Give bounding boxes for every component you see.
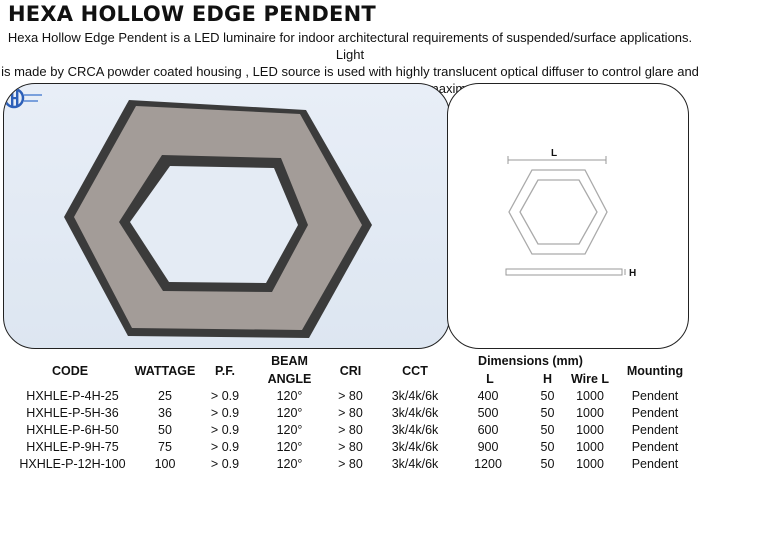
table-row	[0, 457, 768, 474]
hexagon-outer-outline	[509, 170, 607, 254]
cell-l: 400	[477, 389, 499, 403]
header-wattage: WATTAGE	[134, 364, 196, 378]
cell-beam: 120°	[276, 406, 303, 420]
header-cri: CRI	[339, 364, 362, 378]
header-code: CODE	[51, 364, 89, 378]
technical-drawing-panel	[447, 83, 689, 349]
cell-pf: > 0.9	[210, 406, 240, 420]
cell-beam: 120°	[276, 440, 303, 454]
description-line-3: maximum	[427, 81, 485, 96]
cell-cri: > 80	[338, 457, 363, 471]
cell-h: 50	[540, 389, 555, 403]
cell-code: HXHLE-P-5H-36	[26, 406, 119, 420]
cell-h: 50	[540, 423, 555, 437]
hexagon-luminaire-image	[4, 84, 450, 349]
header-l: L	[486, 372, 494, 386]
cell-cct: 3k/4k/6k	[391, 389, 439, 403]
table-row	[0, 406, 768, 423]
cell-wire: 1000	[576, 457, 604, 471]
header-angle: ANGLE	[267, 372, 312, 386]
hexagon-inner-outline	[520, 180, 597, 244]
description-line-2: is made by CRCA powder coated housing , LED source is used with highly translucent optical diffuser to control glare and	[1, 64, 699, 79]
cell-l: 900	[477, 440, 499, 454]
cell-beam: 120°	[276, 423, 303, 437]
cell-cri: > 80	[338, 389, 363, 403]
cell-l: 600	[477, 423, 499, 437]
table-row	[0, 389, 768, 406]
cell-code: HXHLE-P-9H-75	[26, 440, 119, 454]
dimension-drawing	[448, 84, 689, 349]
table-row	[0, 423, 768, 440]
cell-pf: > 0.9	[210, 440, 240, 454]
cell-code: HXHLE-P-6H-50	[26, 423, 119, 437]
cell-cct: 3k/4k/6k	[391, 440, 439, 454]
cell-wire: 1000	[576, 406, 604, 420]
brand-logo	[4, 84, 44, 112]
cell-cct: 3k/4k/6k	[391, 406, 439, 420]
header-dimensions: Dimensions (mm)	[478, 354, 583, 368]
table-row	[0, 440, 768, 457]
header-cct: CCT	[402, 364, 428, 378]
cell-l: 1200	[474, 457, 502, 471]
cell-l: 500	[477, 406, 499, 420]
header-mounting: Mounting	[626, 364, 684, 378]
cell-mounting: Pendent	[631, 423, 679, 437]
cell-cri: > 80	[338, 423, 363, 437]
cell-code: HXHLE-P-12H-100	[19, 457, 126, 471]
length-label: L	[551, 148, 558, 159]
cell-pf: > 0.9	[210, 423, 240, 437]
cell-mounting: Pendent	[631, 406, 679, 420]
cell-h: 50	[540, 440, 555, 454]
cell-beam: 120°	[276, 389, 303, 403]
page-title: HEXA HOLLOW EDGE PENDENT	[8, 2, 376, 26]
cell-cct: 3k/4k/6k	[391, 423, 439, 437]
description-line-1: Hexa Hollow Edge Pendent is a LED luminaire for indoor architectural requirements of suspended/surface applications. Light	[7, 30, 693, 62]
cell-wattage: 25	[158, 389, 172, 403]
product-photo-panel	[3, 83, 450, 349]
cell-wattage: 100	[154, 457, 176, 471]
cell-mounting: Pendent	[631, 457, 679, 471]
cell-cct: 3k/4k/6k	[391, 457, 439, 471]
cell-mounting: Pendent	[631, 440, 679, 454]
header-wire-length: Wire L	[570, 372, 610, 386]
cell-code: HXHLE-P-4H-25	[26, 389, 119, 403]
cell-mounting: Pendent	[631, 389, 679, 403]
cell-wire: 1000	[576, 440, 604, 454]
header-beam: BEAM	[271, 354, 308, 368]
cell-wire: 1000	[576, 389, 604, 403]
cell-cri: > 80	[338, 440, 363, 454]
cell-pf: > 0.9	[210, 457, 240, 471]
cell-wattage: 36	[158, 406, 172, 420]
cell-wattage: 75	[158, 440, 172, 454]
header-h: H	[542, 372, 553, 386]
cell-wire: 1000	[576, 423, 604, 437]
side-profile	[506, 269, 622, 275]
height-label: H	[629, 268, 637, 279]
cell-h: 50	[540, 406, 555, 420]
cell-pf: > 0.9	[210, 389, 240, 403]
cell-h: 50	[540, 457, 555, 471]
cell-beam: 120°	[276, 457, 303, 471]
header-pf: P.F.	[215, 364, 235, 378]
cell-cri: > 80	[338, 406, 363, 420]
cell-wattage: 50	[158, 423, 172, 437]
